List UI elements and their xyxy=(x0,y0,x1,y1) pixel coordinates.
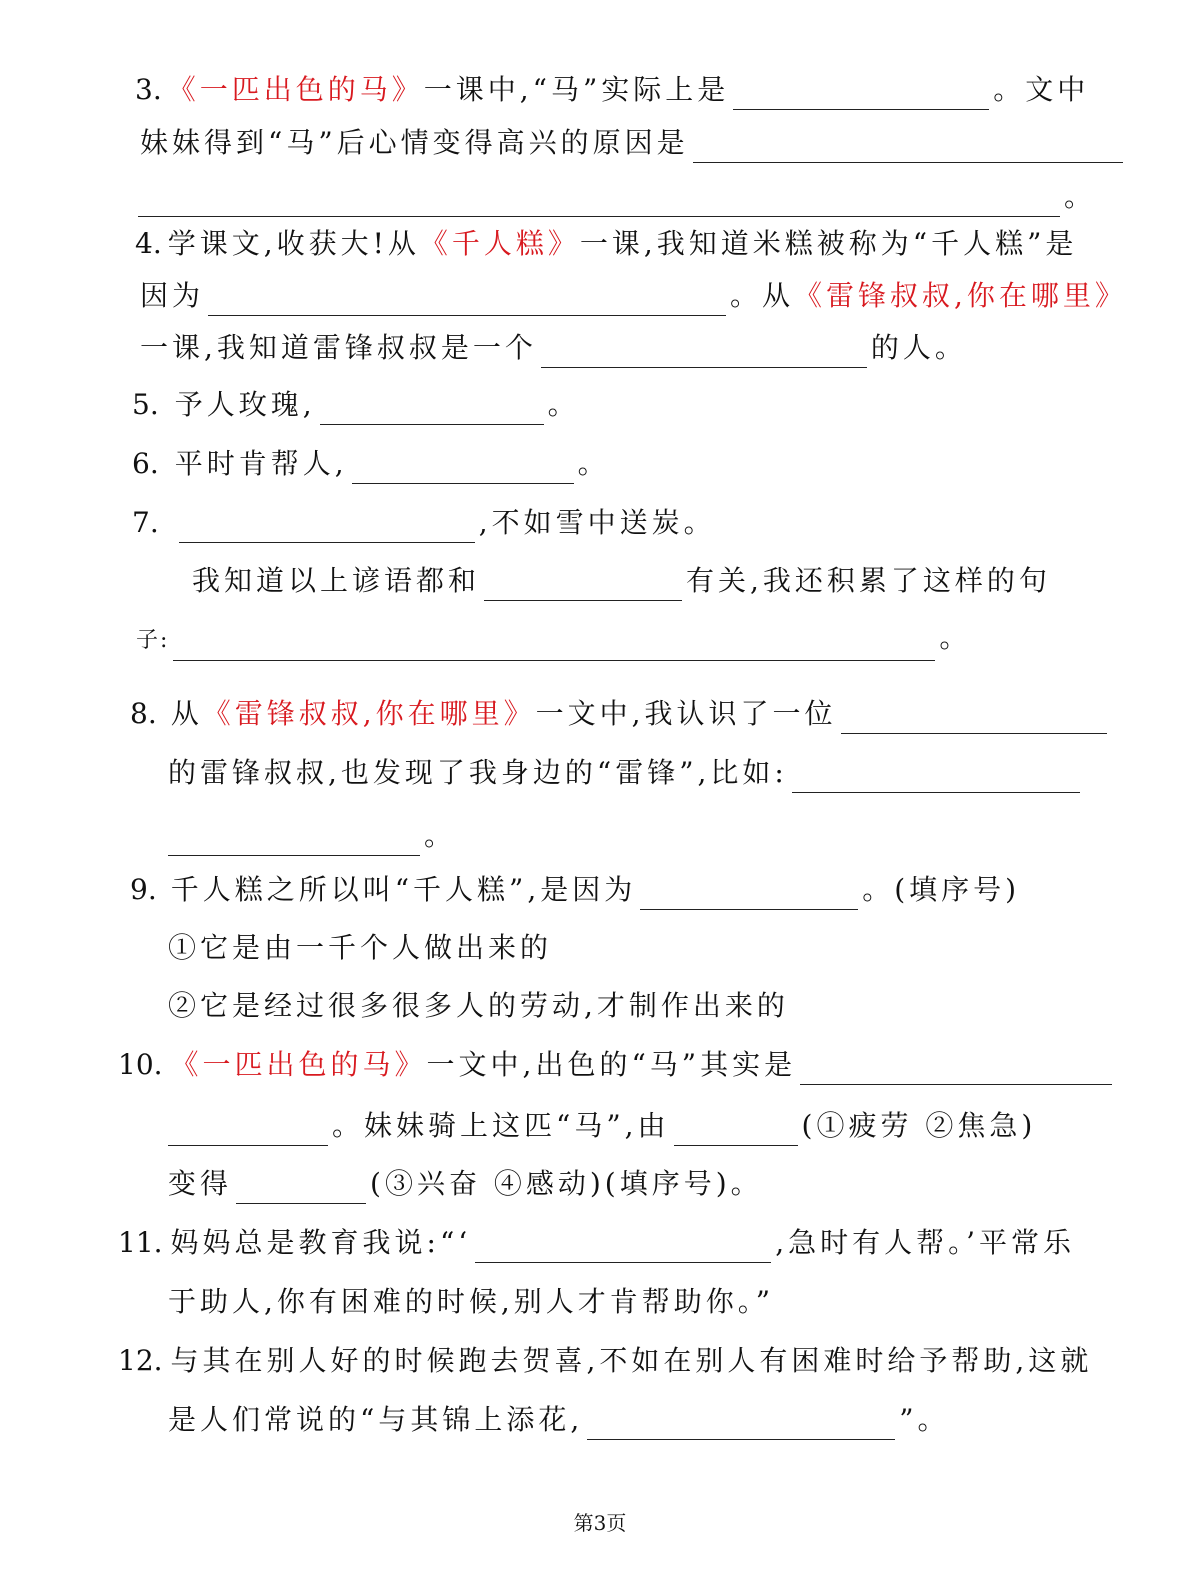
q8-line-1 xyxy=(130,694,1111,734)
q10-line-1 xyxy=(118,1045,1116,1085)
question-text: 子: xyxy=(136,628,170,653)
q3-line-1 xyxy=(135,70,1089,110)
answer-blank[interactable] xyxy=(640,879,858,910)
question-text: 学课文,收获大!从 xyxy=(167,227,420,260)
q6-line xyxy=(132,444,610,484)
question-number: 12. xyxy=(118,1344,163,1377)
answer-blank[interactable] xyxy=(179,512,475,543)
question-text: 千人糕之所以叫“千人糕”,是因为 xyxy=(170,873,637,906)
page-number: 第3页 xyxy=(573,1511,627,1535)
question-number: 5. xyxy=(132,388,159,421)
lesson-title: 《雷锋叔叔,你在哪里》 xyxy=(794,279,1127,312)
question-text: 。 xyxy=(939,621,972,654)
question-text: 。(填序号) xyxy=(862,873,1021,906)
answer-blank[interactable] xyxy=(168,1115,328,1146)
answer-blank[interactable] xyxy=(352,453,574,484)
lesson-title: 《雷锋叔叔,你在哪里》 xyxy=(202,697,536,730)
question-text: 。 xyxy=(547,388,580,421)
q3-line-2 xyxy=(140,123,1127,163)
answer-blank[interactable] xyxy=(800,1054,1112,1085)
answer-blank[interactable] xyxy=(541,337,867,368)
option-text: ②它是经过很多很多人的劳动,才制作出来的 xyxy=(168,989,789,1022)
question-text: 予人玫瑰, xyxy=(174,388,316,421)
q4-line-3 xyxy=(140,328,967,368)
q4-line-1 xyxy=(135,224,1077,264)
answer-blank[interactable] xyxy=(841,703,1107,734)
answer-blank[interactable] xyxy=(674,1115,798,1146)
answer-blank[interactable] xyxy=(475,1232,771,1263)
answer-blank[interactable] xyxy=(484,570,682,601)
answer-blank[interactable] xyxy=(173,630,935,661)
question-text: 与其在别人好的时候跑去贺喜,不如在别人有困难时给予帮助,这就 xyxy=(170,1344,1093,1377)
q9-option-1[interactable] xyxy=(168,928,552,968)
answer-blank[interactable] xyxy=(733,79,989,110)
question-number: 9. xyxy=(130,873,157,906)
q10-line-2 xyxy=(168,1106,1036,1146)
question-text: 一课,我知道雷锋叔叔是一个 xyxy=(140,331,537,364)
question-text: 一文中,我认识了一位 xyxy=(535,697,837,730)
lesson-title: 《一匹出色的马》 xyxy=(170,1048,427,1081)
answer-blank[interactable] xyxy=(792,762,1080,793)
answer-blank[interactable] xyxy=(587,1409,895,1440)
answer-blank[interactable] xyxy=(168,825,420,856)
q9-option-2[interactable] xyxy=(168,986,789,1026)
question-text: 。妹妹骑上这匹“马”,由 xyxy=(332,1109,670,1142)
q5-line xyxy=(132,385,580,425)
question-text: 是人们常说的“与其锦上添花, xyxy=(168,1403,584,1436)
question-text: 妹妹得到“马”后心情变得高兴的原因是 xyxy=(140,126,689,159)
question-number: 10. xyxy=(118,1048,163,1081)
question-text: 我知道以上谚语都和 xyxy=(192,564,481,597)
question-text: (①疲劳 ②焦急) xyxy=(801,1109,1037,1142)
question-number: 6. xyxy=(132,447,159,480)
question-text: 因为 xyxy=(140,279,205,312)
q7-line-1 xyxy=(132,503,716,543)
question-text: 平时肯帮人, xyxy=(174,447,348,480)
question-text: 一文中,出色的“马”其实是 xyxy=(426,1048,797,1081)
question-text: ,不如雪中送炭。 xyxy=(478,506,716,539)
question-number: 8. xyxy=(130,697,157,730)
question-text: 的人。 xyxy=(870,331,967,364)
question-text: ”。 xyxy=(899,1403,950,1436)
question-text: 妈妈总是教育我说:“‘ xyxy=(170,1226,472,1259)
q9-line-1 xyxy=(130,870,1020,910)
answer-blank[interactable] xyxy=(208,285,726,316)
lesson-title: 《一匹出色的马》 xyxy=(167,73,424,106)
q11-line-2 xyxy=(168,1282,774,1322)
question-number: 4. xyxy=(135,227,162,260)
q3-line-3 xyxy=(138,177,1096,217)
q7-line-3 xyxy=(136,618,971,661)
question-text: 变得 xyxy=(168,1167,233,1200)
question-number: 7. xyxy=(132,506,159,539)
q4-line-2 xyxy=(140,276,1127,316)
question-text: 。 xyxy=(424,819,457,852)
question-number: 3. xyxy=(135,73,162,106)
question-text: 有关,我还积累了这样的句 xyxy=(686,564,1051,597)
answer-blank[interactable] xyxy=(693,132,1123,163)
question-text: (③兴奋 ④感动)(填序号)。 xyxy=(370,1167,763,1200)
q11-line-1 xyxy=(118,1223,1075,1263)
question-text: 。 xyxy=(1064,180,1097,213)
q7-line-2 xyxy=(192,561,1051,601)
q8-line-2 xyxy=(168,753,1084,793)
question-text: 一课,我知道米糕被称为“千人糕”是 xyxy=(579,227,1078,260)
question-text: 。从 xyxy=(730,279,795,312)
q8-line-3 xyxy=(168,816,456,856)
answer-blank[interactable] xyxy=(138,186,1060,217)
question-text: 一课中,“马”实际上是 xyxy=(423,73,730,106)
answer-blank[interactable] xyxy=(236,1173,366,1204)
question-text: ,急时有人帮。’平常乐 xyxy=(775,1226,1075,1259)
question-text: 于助人,你有困难的时候,别人才肯帮助你。” xyxy=(168,1285,775,1318)
question-number: 11. xyxy=(118,1226,163,1259)
lesson-title: 《千人糕》 xyxy=(419,227,580,260)
option-text: ①它是由一千个人做出来的 xyxy=(168,931,553,964)
question-text: 的雷锋叔叔,也发现了我身边的“雷锋”,比如: xyxy=(168,756,788,789)
question-text: 。 xyxy=(577,447,610,480)
q12-line-2 xyxy=(168,1400,950,1440)
question-text: 。文中 xyxy=(993,73,1090,106)
question-text: 从 xyxy=(170,697,203,730)
answer-blank[interactable] xyxy=(320,394,544,425)
q10-line-3 xyxy=(168,1164,763,1204)
q12-line-1 xyxy=(118,1341,1092,1381)
